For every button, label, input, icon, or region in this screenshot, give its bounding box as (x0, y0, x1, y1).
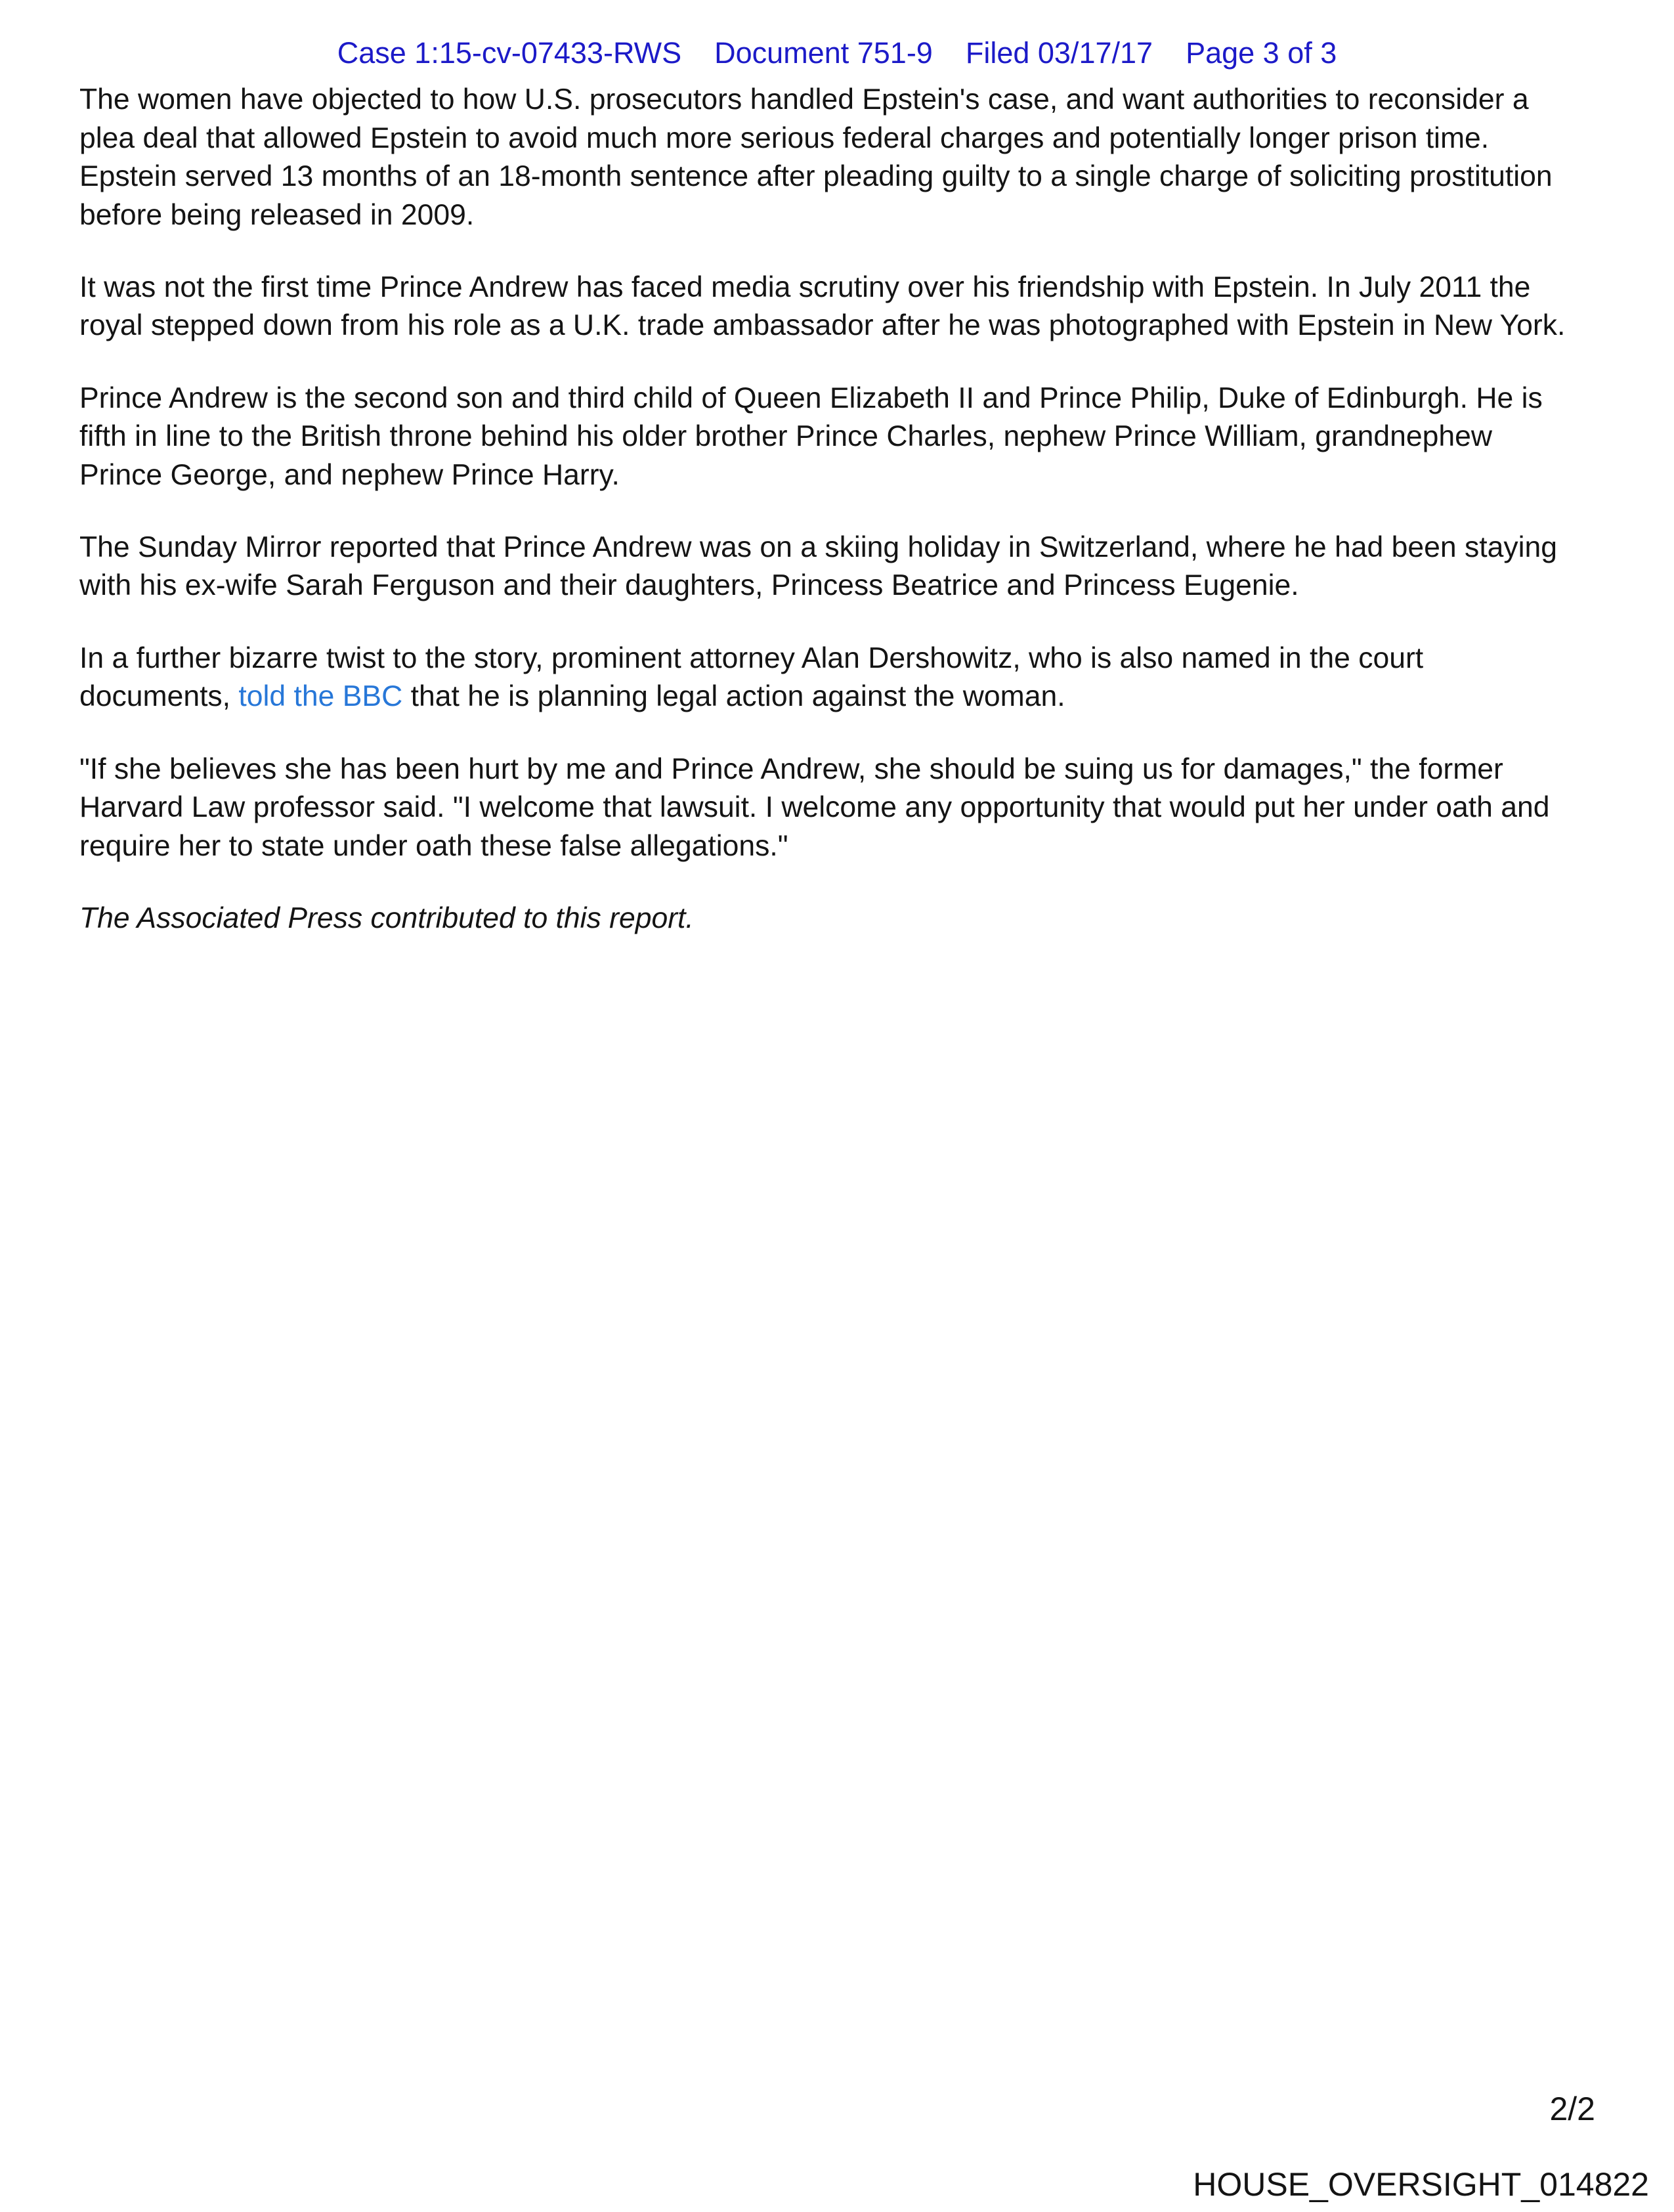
paragraph-text-before-link: In a further bizarre twist to the story, prominent attorney Alan Dershowitz, who is also named in the court documents, (79, 641, 1424, 713)
attribution-note: The Associated Press contributed to this report. (79, 901, 694, 934)
paragraph-plea-deal: The women have objected to how U.S. prosecutors handled Epstein's case, and want authorities to reconsider a plea deal that allowed Epstein to avoid much more serious federal charges and potentially longer prison time. Epstein served 13 months of an 18-month sentence after pleading guilty to a single charge of soliciting prostitution before being released in 2009. (79, 83, 1553, 231)
stamp-document-number: Document 751-9 (714, 36, 933, 70)
paragraph-media-scrutiny: It was not the first time Prince Andrew has faced media scrutiny over his friendship with Epstein. In July 2011 the royal stepped down from his role as a U.K. trade ambassador after he was photographed with Epstein in New York. (79, 271, 1566, 342)
bates-number: HOUSE_OVERSIGHT_014822 (1193, 2166, 1649, 2203)
print-page-indicator: 2/2 (1549, 2091, 1595, 2127)
told-the-bbc-link[interactable]: told the BBC (238, 680, 403, 713)
paragraph-succession: Prince Andrew is the second son and third child of Queen Elizabeth II and Prince Philip, Duke of Edinburgh. He is fifth in line to the British throne behind his older brother Prince Charles, nephew Prince William, grandnephew Prince George, and nephew Prince Harry. (79, 381, 1543, 491)
paragraph-quote: "If she believes she has been hurt by me and Prince Andrew, she should be suing us for damages," the former Harvard Law professor said. "I welcome that lawsuit. I welcome any opportunity that would put her under oath and require her to state under oath these false allegations." (79, 752, 1550, 862)
case-stamp (0, 34, 1674, 72)
paragraph-dershowitz (79, 640, 1576, 716)
article-body (79, 81, 1576, 938)
stamp-page-number: Page 3 of 3 (1186, 36, 1337, 70)
paragraph-text-after-link: that he is planning legal action against the woman. (402, 680, 1065, 713)
paragraph-sunday-mirror: The Sunday Mirror reported that Prince Andrew was on a skiing holiday in Switzerland, where he had been staying with his ex-wife Sarah Ferguson and their daughters, Princess Beatrice and Princess Eugenie. (79, 531, 1557, 602)
stamp-case-number: Case 1:15-cv-07433-RWS (337, 36, 682, 70)
stamp-filed-date: Filed 03/17/17 (965, 36, 1153, 70)
